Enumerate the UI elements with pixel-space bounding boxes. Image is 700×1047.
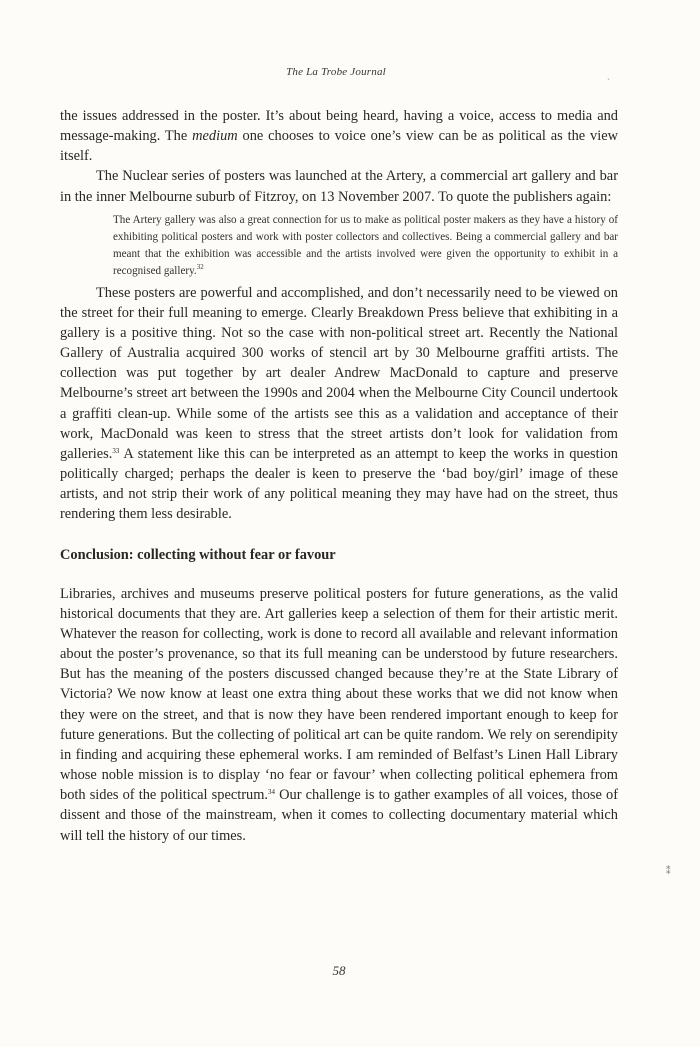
emphasis-medium: medium [192,128,238,145]
block-quote: The Artery gallery was also a great connection for us to make as political poster makers as they have a history of exhibiting political posters and work with poster collectors and collectives. Being a commercial gallery and bar meant that the exhibition was accessible and the artists involved were given the opportunity to exhibit in a recognised gallery.$^{32}$ [113,213,618,278]
page-number: 58 [332,963,346,978]
scan-speck: ⁑ [666,866,671,876]
paragraph-conclusion: Libraries, archives and museums preserve political posters for future generations, as the valid historical documents that they are. Art galleries keep a selection of them for their artistic merit. Whatever the reason for collecting, work is done to record all available and relevant information about the poster’s provenance, so that its full meaning can be understood by future researchers. But has the meaning of the posters discussed changed because they’re at the State Library of Victoria? We now know at least one extra thing about these works that we did not know when they were on the street, and that is now they have been rendered important enough to keep for future generations. But the collecting of political art can be quite random. We rely on serendipity in finding and acquiring these ephemeral works. I am reminded of Belfast’s Linen Hall Library whose noble mission is to display ‘no fear or favour’ when collecting political ephemera from both sides of the political spectrum.$^{34}$ Our challenge is to gather examples of all voices, those of dissent and those of the mainstream, when it comes to collecting documentary material which will tell the history of our times. [60,585,618,844]
running-title: The La Trobe Journal [286,66,386,78]
footnote-ref-32: 32 [196,263,204,272]
section-heading: Conclusion: collecting without fear or favour [60,547,336,564]
paragraph-continued: the issues addressed in the poster. It’s about being heard, having a voice, access to media and message-making. The medium one chooses to voice one’s view can be as political as the view itself. [60,108,618,165]
body-text [60,106,618,846]
footnote-ref-33: 33 [112,446,120,455]
footnote-ref-34: 34 [268,788,276,797]
paragraph-nuclear-series: The Nuclear series of posters was launched at the Artery, a commercial art gallery and bar in the inner Melbourne suburb of Fitzroy, on 13 November 2007. To quote the publishers again: [60,168,618,205]
paragraph-street-art: These posters are powerful and accomplished, and don’t necessarily need to be viewed on the street for their full meaning to emerge. Clearly Breakdown Press believe that exhibiting in a gallery is a positive thing. Not so the case with non-political street art. Recently the National Gallery of Australia acquired 300 works of stencil art by 30 Melbourne graffiti artists. The collection was put together by art dealer Andrew MacDonald to capture and preserve Melbourne’s street art between the 1990s and 2004 when the Melbourne City Council undertook a graffiti clean-up. While some of the artists see this as a validation and acceptance of their work, MacDonald was keen to stress that the street artists don’t look for validation from galleries.$^{33}$ A statement like this can be interpreted as an attempt to keep the works in question politically charged; perhaps the dealer is keen to preserve the ‘bad boy/girl’ image of these artists, and not strip their work of any political meaning they may have had on the street, thus rendering them less desirable. [60,284,618,523]
margin-mark: ˎ [607,70,610,80]
